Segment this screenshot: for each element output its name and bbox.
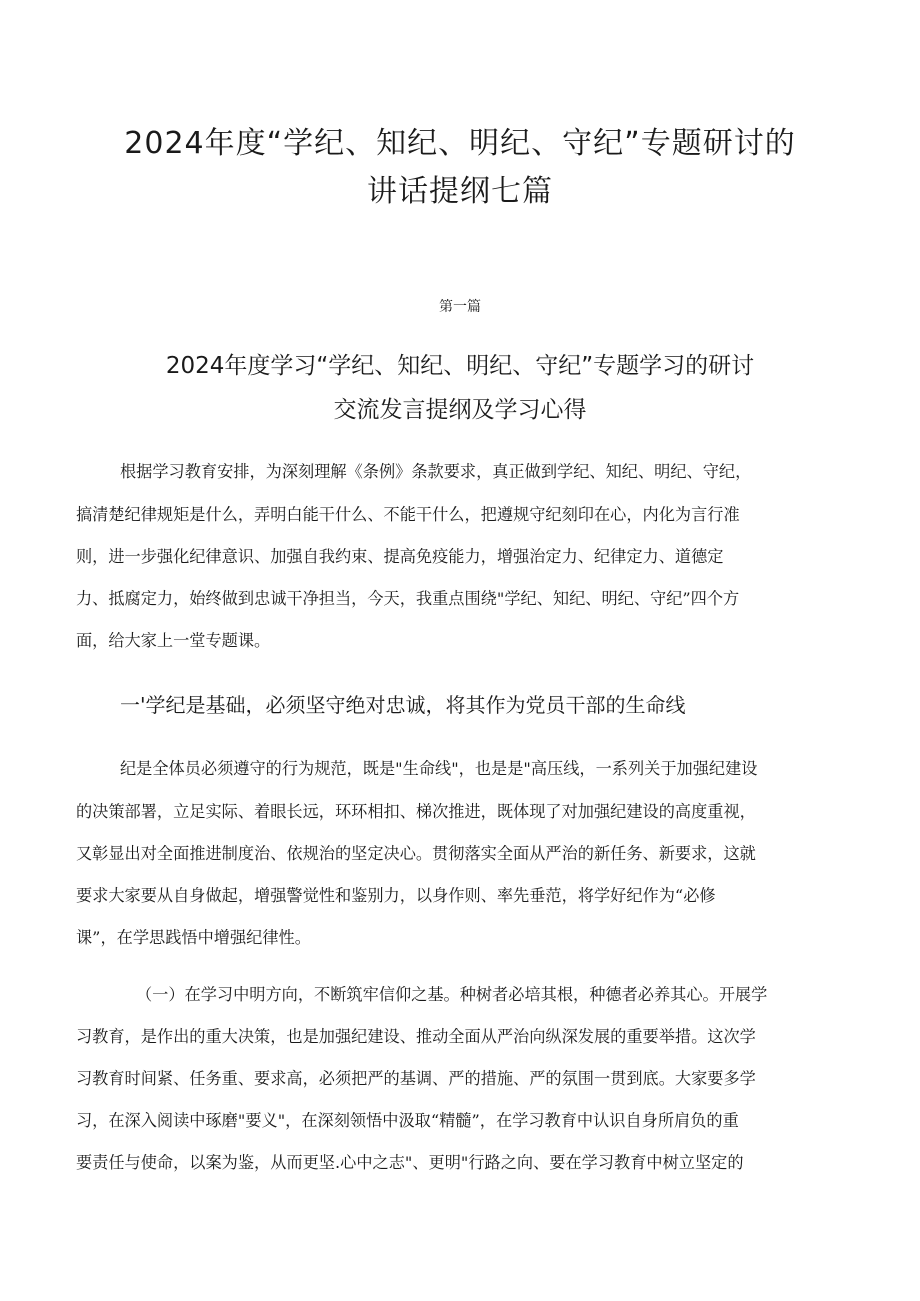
para3-line-5: 要责任与使命，以案为鉴，从而更坚.心中之志"、更明"行路之向、要在学习教育中树立坚定的 [76, 1153, 744, 1172]
para2-line-4: 要求大家要从自身做起，增强警觉性和鉴别力，以身作则、率先垂范，将学好纪作为“必修 [76, 886, 716, 905]
para2-line-3: 又彰显出对全面推进制度治、依规治的坚定决心。贯彻落实全面从严治的新任务、新要求，这就 [76, 844, 756, 863]
intro-line-1: 根据学习教育安排，为深刻理解《条例》条款要求，真正做到学纪、知纪、明纪、守纪， [120, 462, 752, 481]
intro-line-4: 力、抵腐定力，始终做到忠诚干净担当，今天，我重点围绕"学纪、知纪、明纪、守纪”四个方 [76, 589, 740, 608]
document-title-line-2: 讲话提纲七篇 [367, 174, 553, 209]
para2-line-5: 课”，在学思践悟中增强纪律性。 [76, 928, 311, 947]
para3-line-1: （一）在学习中明方向，不断筑牢信仰之基。种树者必培其根，种德者必养其心。开展学 [136, 985, 768, 1004]
document-title-line-1: 2024年度“学纪、知纪、明纪、守纪”专题研讨的 [124, 126, 796, 161]
section-label: 第一篇 [439, 299, 481, 315]
para3-line-4: 习，在深入阅读中琢磨"要义"，在深刻领悟中汲取“精髓”，在学习教育中认识自身所肩负的重 [76, 1111, 739, 1130]
para2-line-2: 的决策部署，立足实际、着眼长远，环环相扣、梯次推进，既体现了对加强纪建设的高度重视， [76, 802, 756, 821]
para3-line-2: 习教育，是作出的重大决策，也是加强纪建设、推动全面从严治向纵深发展的重要举措。这次学 [76, 1027, 756, 1046]
intro-line-2: 搞清楚纪律规矩是什么，弄明白能干什么、不能干什么，把遵规守纪刻印在心，内化为言行准 [76, 505, 740, 524]
subtitle-line-1: 2024年度学习“学纪、知纪、明纪、守纪”专题学习的研讨 [165, 353, 755, 379]
para2-line-1: 纪是全体员必须遵守的行为规范，既是"生命线"，也是是"高压线，一系列关于加强纪建设 [120, 759, 758, 778]
para3-line-3: 习教育时间紧、任务重、要求高，必须把严的基调、严的措施、严的氛围一贯到底。大家要多学 [76, 1069, 756, 1088]
section-heading-1: 一'学纪是基础，必须坚守绝对忠诚，将其作为党员干部的生命线 [120, 693, 686, 717]
intro-line-5: 面，给大家上一堂专题课。 [76, 631, 271, 650]
subtitle-line-2: 交流发言提纲及学习心得 [333, 397, 587, 423]
intro-line-3: 则，进一步强化纪律意识、加强自我约束、提高免疫能力，增强治定力、纪律定力、道德定 [76, 547, 724, 566]
